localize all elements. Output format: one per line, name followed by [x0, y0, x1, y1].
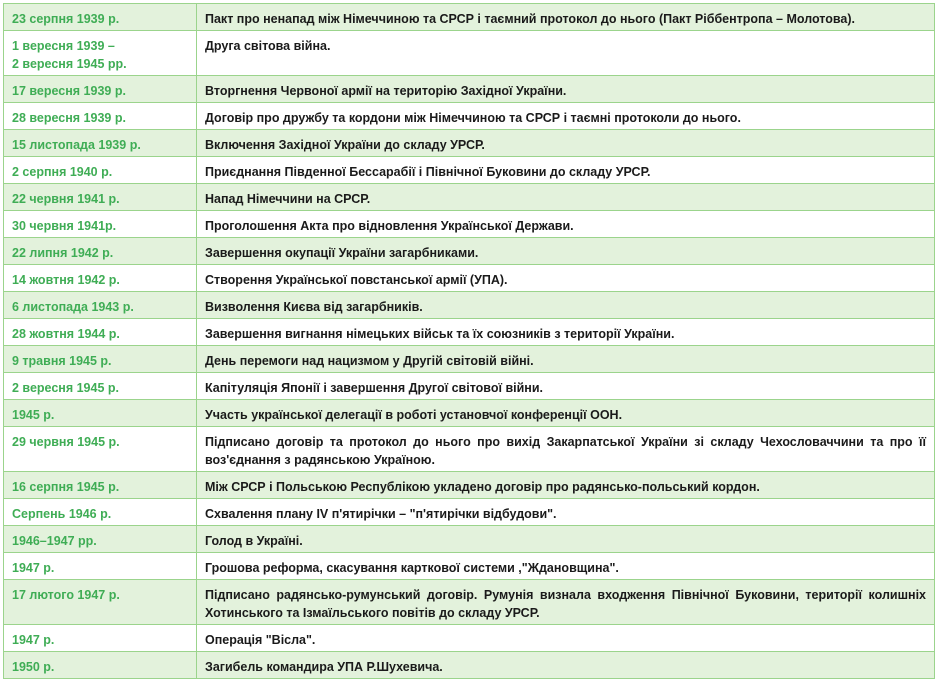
date-cell: 17 вересня 1939 р. [4, 76, 197, 103]
date-cell: 2 вересня 1945 р. [4, 373, 197, 400]
event-cell: Договір про дружбу та кордони між Німеччиною та СРСР і таємні протоколи до нього. [197, 103, 935, 130]
event-cell: Між СРСР і Польською Республікою укладено договір про радянсько-польський кордон. [197, 472, 935, 499]
date-cell: 22 липня 1942 р. [4, 238, 197, 265]
date-cell: 9 травня 1945 р. [4, 346, 197, 373]
date-cell: 22 червня 1941 р. [4, 184, 197, 211]
table-row [4, 526, 935, 553]
table-row [4, 580, 935, 625]
table-row [4, 265, 935, 292]
event-cell: Визволення Києва від загарбників. [197, 292, 935, 319]
date-cell: Серпень 1946 р. [4, 499, 197, 526]
date-cell: 17 лютого 1947 р. [4, 580, 197, 625]
date-cell: 1950 р. [4, 652, 197, 679]
date-cell: 28 жовтня 1944 р. [4, 319, 197, 346]
event-cell: Включення Західної України до складу УРСР. [197, 130, 935, 157]
date-cell: 14 жовтня 1942 р. [4, 265, 197, 292]
table-row [4, 184, 935, 211]
date-cell: 1 вересня 1939 – 2 вересня 1945 рр. [4, 31, 197, 76]
table-row [4, 553, 935, 580]
date-cell: 1946–1947 рр. [4, 526, 197, 553]
date-cell: 2 серпня 1940 р. [4, 157, 197, 184]
table-row [4, 292, 935, 319]
event-cell: Напад Німеччини на СРСР. [197, 184, 935, 211]
event-cell: Проголошення Акта про відновлення Української Держави. [197, 211, 935, 238]
table-row [4, 157, 935, 184]
chronology-table [3, 3, 935, 679]
event-cell: Створення Української повстанської армії (УПА). [197, 265, 935, 292]
table-row [4, 76, 935, 103]
date-cell: 1945 р. [4, 400, 197, 427]
table-row [4, 400, 935, 427]
event-cell: Капітуляція Японії і завершення Другої світової війни. [197, 373, 935, 400]
table-row [4, 499, 935, 526]
table-row [4, 427, 935, 472]
table-row [4, 373, 935, 400]
event-cell: Приєднання Південної Бессарабії і Північної Буковини до складу УРСР. [197, 157, 935, 184]
date-cell: 15 листопада 1939 р. [4, 130, 197, 157]
table-row [4, 346, 935, 373]
event-cell: Операція "Вісла". [197, 625, 935, 652]
event-cell: Схвалення плану IV п'ятирічки – "п'ятирічки відбудови". [197, 499, 935, 526]
table-row [4, 238, 935, 265]
event-cell: Підписано радянсько-румунський договір. Румунія визнала входження Північної Буковини, території колишніх Хотинського та Ізмаїльського повітів до складу УРСР. [197, 580, 935, 625]
event-cell: Завершення вигнання німецьких військ та їх союзників з території України. [197, 319, 935, 346]
date-cell: 16 серпня 1945 р. [4, 472, 197, 499]
date-cell: 28 вересня 1939 р. [4, 103, 197, 130]
date-cell: 6 листопада 1943 р. [4, 292, 197, 319]
event-cell: Грошова реформа, скасування карткової системи ,"Ждановщина". [197, 553, 935, 580]
table-row [4, 625, 935, 652]
event-cell: Вторгнення Червоної армії на територію Західної України. [197, 76, 935, 103]
event-cell: Друга світова війна. [197, 31, 935, 76]
table-row [4, 4, 935, 31]
event-cell: День перемоги над нацизмом у Другій світовій війні. [197, 346, 935, 373]
chronology-table-container [3, 3, 934, 679]
event-cell: Підписано договір та протокол до нього про вихід Закарпатської України зі складу Чехословаччини та про її воз'єднання з радянською Україною. [197, 427, 935, 472]
table-row [4, 130, 935, 157]
date-cell: 1947 р. [4, 553, 197, 580]
table-row [4, 472, 935, 499]
chronology-table-body [4, 4, 935, 679]
event-cell: Пакт про ненапад між Німеччиною та СРСР і таємний протокол до нього (Пакт Ріббентропа – Молотова). [197, 4, 935, 31]
event-cell: Загибель командира УПА Р.Шухевича. [197, 652, 935, 679]
event-cell: Участь української делегації в роботі установчої конференції ООН. [197, 400, 935, 427]
table-row [4, 211, 935, 238]
date-cell: 23 серпня 1939 р. [4, 4, 197, 31]
table-row [4, 319, 935, 346]
date-cell: 29 червня 1945 р. [4, 427, 197, 472]
table-row [4, 31, 935, 76]
event-cell: Голод в Україні. [197, 526, 935, 553]
date-cell: 1947 р. [4, 625, 197, 652]
table-row [4, 103, 935, 130]
event-cell: Завершення окупації України загарбниками. [197, 238, 935, 265]
date-cell: 30 червня 1941р. [4, 211, 197, 238]
table-row [4, 652, 935, 679]
